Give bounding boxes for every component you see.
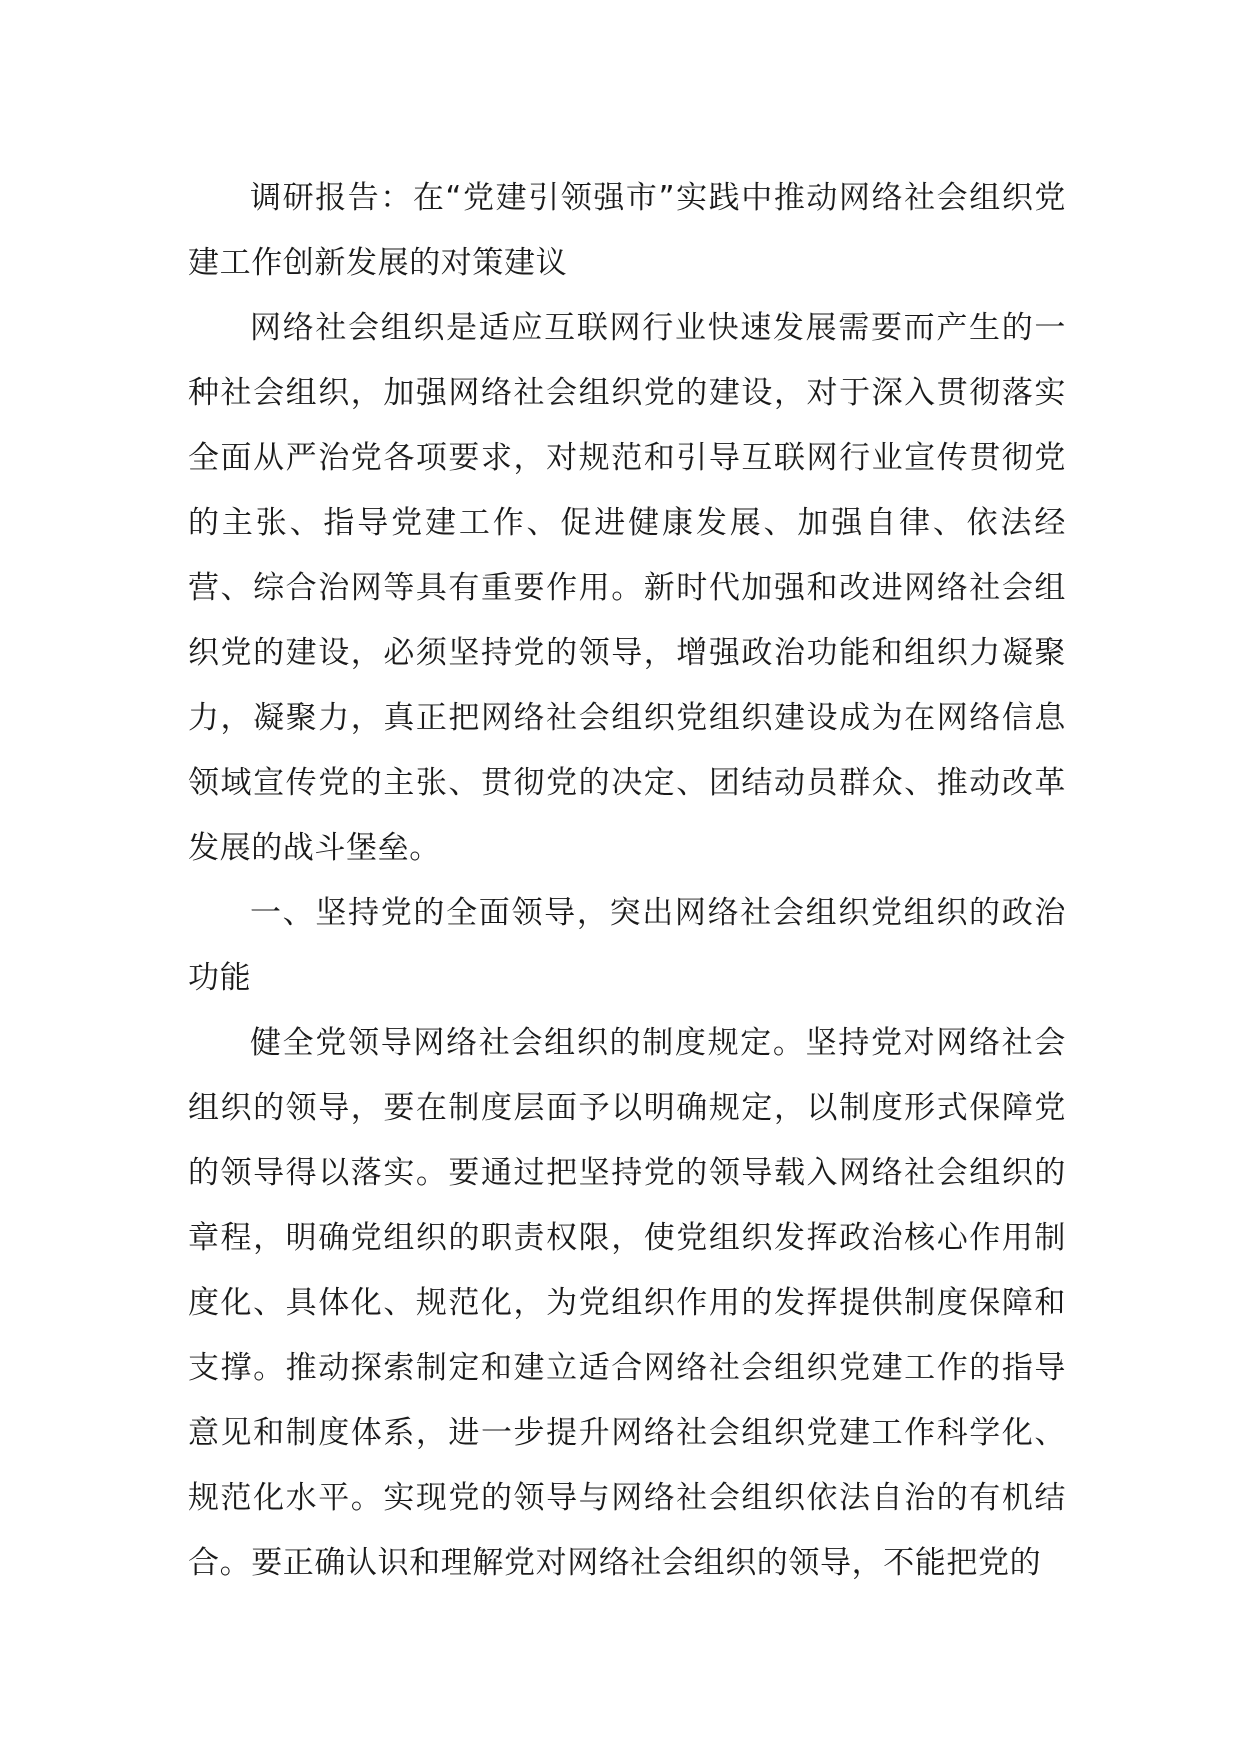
paragraph-section-1: 健全党领导网络社会组织的制度规定。坚持党对网络社会组织的领导，要在制度层面予以明确规定，以制度形式保障党的领导得以落实。要通过把坚持党的领导载入网络社会组织的章程，明确党组织的职责权限，使党组织发挥政治核心作用制度化、具体化、规范化，为党组织作用的发挥提供制度保障和支撑。推动探索制定和建立适合网络社会组织党建工作的指导意见和制度体系，进一步提升网络社会组织党建工作科学化、规范化水平。实现党的领导与网络社会组织依法自治的有机结合。要正确认识和理解党对网络社会组织的领导，不能把党的	[188, 1025, 1066, 1581]
paragraph-intro: 网络社会组织是适应互联网行业快速发展需要而产生的一种社会组织，加强网络社会组织党的建设，对于深入贯彻落实全面从严治党各项要求，对规范和引导互联网行业宣传贯彻党的主张、指导党建工作、促进健康发展、加强自律、依法经营、综合治网等具有重要作用。新时代加强和改进网络社会组织党的建设，必须坚持党的领导，增强政治功能和组织力凝聚力，凝聚力，真正把网络社会组织党组织建设成为在网络信息领域宣传党的主张、贯彻党的决定、团结动员群众、推动改革发展的战斗堡垒。	[188, 310, 1066, 866]
document-title: 调研报告：在“党建引领强市”实践中推动网络社会组织党建工作创新发展的对策建议	[188, 180, 1066, 281]
document-body	[188, 166, 1066, 1596]
section-heading-1: 一、坚持党的全面领导，突出网络社会组织党组织的政治功能	[188, 895, 1066, 996]
